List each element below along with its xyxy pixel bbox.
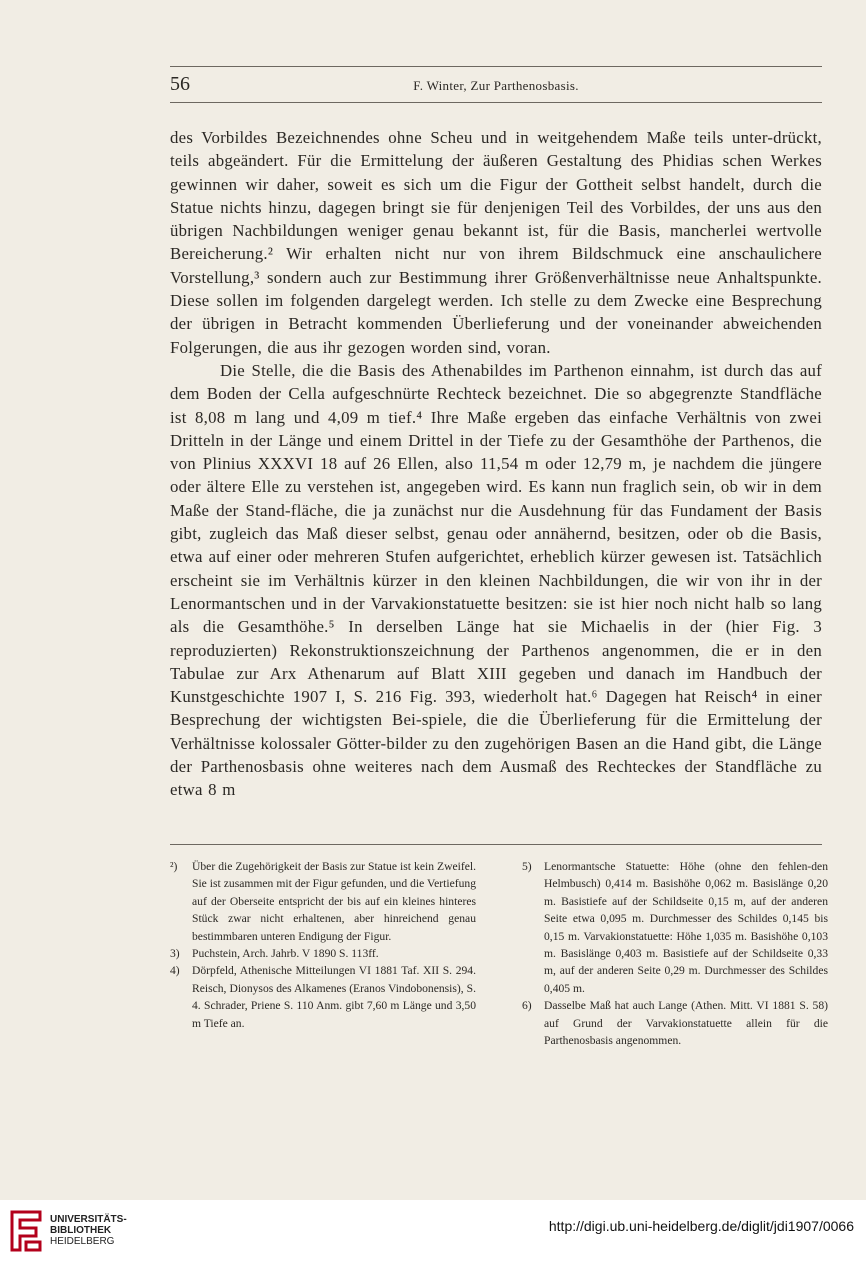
footnote-4 [170, 962, 476, 1032]
paragraph-1: des Vorbildes Bezeichnendes ohne Scheu und in weitgehendem Maße teils unter-drückt, teils abgeändert. Für die Ermittelung der äußeren Gestaltung des Phidias schen Werkes gewinnen wir daher, soweit es sich um die Figur der Gottheit selbst handelt, durch die Statue nichts hinzu, dagegen bringt sie für denjenigen Teil des Vorbildes, der uns aus den übrigen Nachbildungen weniger genau bekannt ist, für die Basis, mancherlei wertvolle Bereicherung.² Wir erhalten nicht nur von ihrem Bildschmuck eine anschaulichere Vorstellung,³ sondern auch zur Bestimmung ihrer Größenverhältnisse neue Anhaltspunkte. Diese sollen im folgenden dargelegt werden. Ich stelle zu dem Zwecke eine Besprechung der übrigen in Betracht kommenden Überlieferung und der voneinander abweichenden Folgerungen, die aus ihr gezogen worden sind, voran. [170, 128, 822, 357]
footnote-6 [522, 997, 828, 1049]
footnote-3 [170, 945, 476, 962]
source-url-link[interactable]: http://digi.ub.uni-heidelberg.de/diglit/jdi1907/0066 [548, 1218, 854, 1234]
body-text [170, 126, 822, 802]
footnote-marker: 4) [170, 964, 180, 978]
header-rule-bottom [170, 102, 822, 103]
paragraph-2: Die Stelle, die die Basis des Athenabildes im Parthenon einnahm, ist durch das auf dem Boden der Cella aufgeschnürte Rechteck bezeichnet. Die so abgegrenzte Standfläche ist 8,08 m lang und 4,09 m tief.⁴ Ihre Maße ergeben das einfache Verhältnis von zwei Dritteln in der Länge und einem Drittel in der Tiefe zu der Gesamthöhe der Parthenos, die von Plinius XXXVI 18 auf 26 Ellen, also 11,54 m oder 12,79 m, je nachdem die jüngere oder ältere Elle zu verstehen ist, angegeben wird. Es kann nun fraglich sein, ob wir in dem Maße der Stand-fläche, die ja zunächst nur die Ausdehnung für das Fundament der Basis gibt, zugleich das Maß dieser selbst, genau oder annähernd, besitzen, oder ob die Basis, etwa auf einer oder mehreren Stufen aufgerichtet, erheblich kürzer gewesen ist. Tatsächlich erscheint sie im Verhältnis kürzer in den kleinen Nachbildungen, die wir von ihr in der Lenormantschen und in der Varvakionstatuette besitzen: sie ist hier noch nicht halb so lang als die Gesamthöhe.⁵ In derselben Länge hat sie Michaelis in der (hier Fig. 3 reproduzierten) Rekonstruktionszeichnung der Parthenos angenommen, die er in den Tabulae zur Arx Athenarum auf Blatt XIII gegeben und danach im Handbuch der Kunstgeschichte 1907 I, S. 216 Fig. 393, wiederholt hat.⁶ Dagegen hat Reisch⁴ in einer Besprechung der wichtigsten Bei-spiele, die die Überlieferung für die Ermittelung der Verhältnisse kolossaler Götter-bilder zu den zugehörigen Basen an die Hand gibt, die Länge der Parthenosbasis ohne weiteres nach dem Ausmaß des Rechteckes der Standfläche zu etwa 8 m [170, 360, 822, 800]
university-library-logo-icon [8, 1208, 44, 1254]
footnote-marker: 3) [170, 947, 180, 961]
footnote-marker: 6) [522, 999, 532, 1013]
footnotes-left-column [170, 858, 476, 1032]
page-number: 56 [170, 73, 190, 95]
footnotes-right-column [522, 858, 828, 1049]
footnote-text: Dörpfeld, Athenische Mitteilungen VI 1881 Taf. XII S. 294. Reisch, Dionysos des Alkamenes (Eranos Vindobonensis), S. 4. Schrader, Priene S. 110 Anm. gibt 7,60 m Länge und 3,50 m Tiefe an. [192, 964, 476, 1030]
footnote-text: Puchstein, Arch. Jahrb. V 1890 S. 113ff. [192, 947, 379, 961]
footnote-text: Dasselbe Maß hat auch Lange (Athen. Mitt. VI 1881 S. 58) auf Grund der Varvakionstatuette allein für die Parthenosbasis angenommen. [544, 999, 828, 1048]
footnote-text: Lenormantsche Statuette: Höhe (ohne den fehlen-den Helmbusch) 0,414 m. Basishöhe 0,062 m. Basislänge 0,20 m. Basistiefe auf der Schildseite 0,15 m, auf der anderen Seite etwa 0,095 m. Durchmesser des Schildes 0,145 bis 0,15 m. Varvakionstatuette: Höhe 1,035 m. Basishöhe 0,103 m. Basislänge 0,403 m. Basistiefe auf der Schildseite 0,33 m, auf der anderen Seite 0,29 m. Durchmesser des Schildes 0,405 m. [544, 860, 828, 995]
footnote-5 [522, 858, 828, 997]
footnote-text: Über die Zugehörigkeit der Basis zur Statue ist kein Zweifel. Sie ist zusammen mit der Figur gefunden, und die Vertiefung auf der Oberseite entspricht der bis auf ein kleines hinteres Stück zwar nicht erhaltenen, aber hinreichend genau bestimmbaren unteren Endigung der Figur. [192, 860, 476, 943]
header-rule-top [170, 66, 822, 67]
library-footer [0, 1200, 866, 1262]
footnote-marker: 5) [522, 860, 532, 873]
footnote-marker: ²) [170, 860, 178, 873]
library-name-line-1: UNIVERSITÄTS- [50, 1214, 127, 1225]
library-name-line-3: HEIDELBERG [50, 1236, 115, 1247]
footnote-2 [170, 858, 476, 945]
footnote-rule [170, 844, 822, 845]
running-head: F. Winter, Zur Parthenosbasis. [413, 78, 579, 93]
library-name-line-2: BIBLIOTHEK [50, 1225, 112, 1236]
library-name [50, 1214, 127, 1247]
